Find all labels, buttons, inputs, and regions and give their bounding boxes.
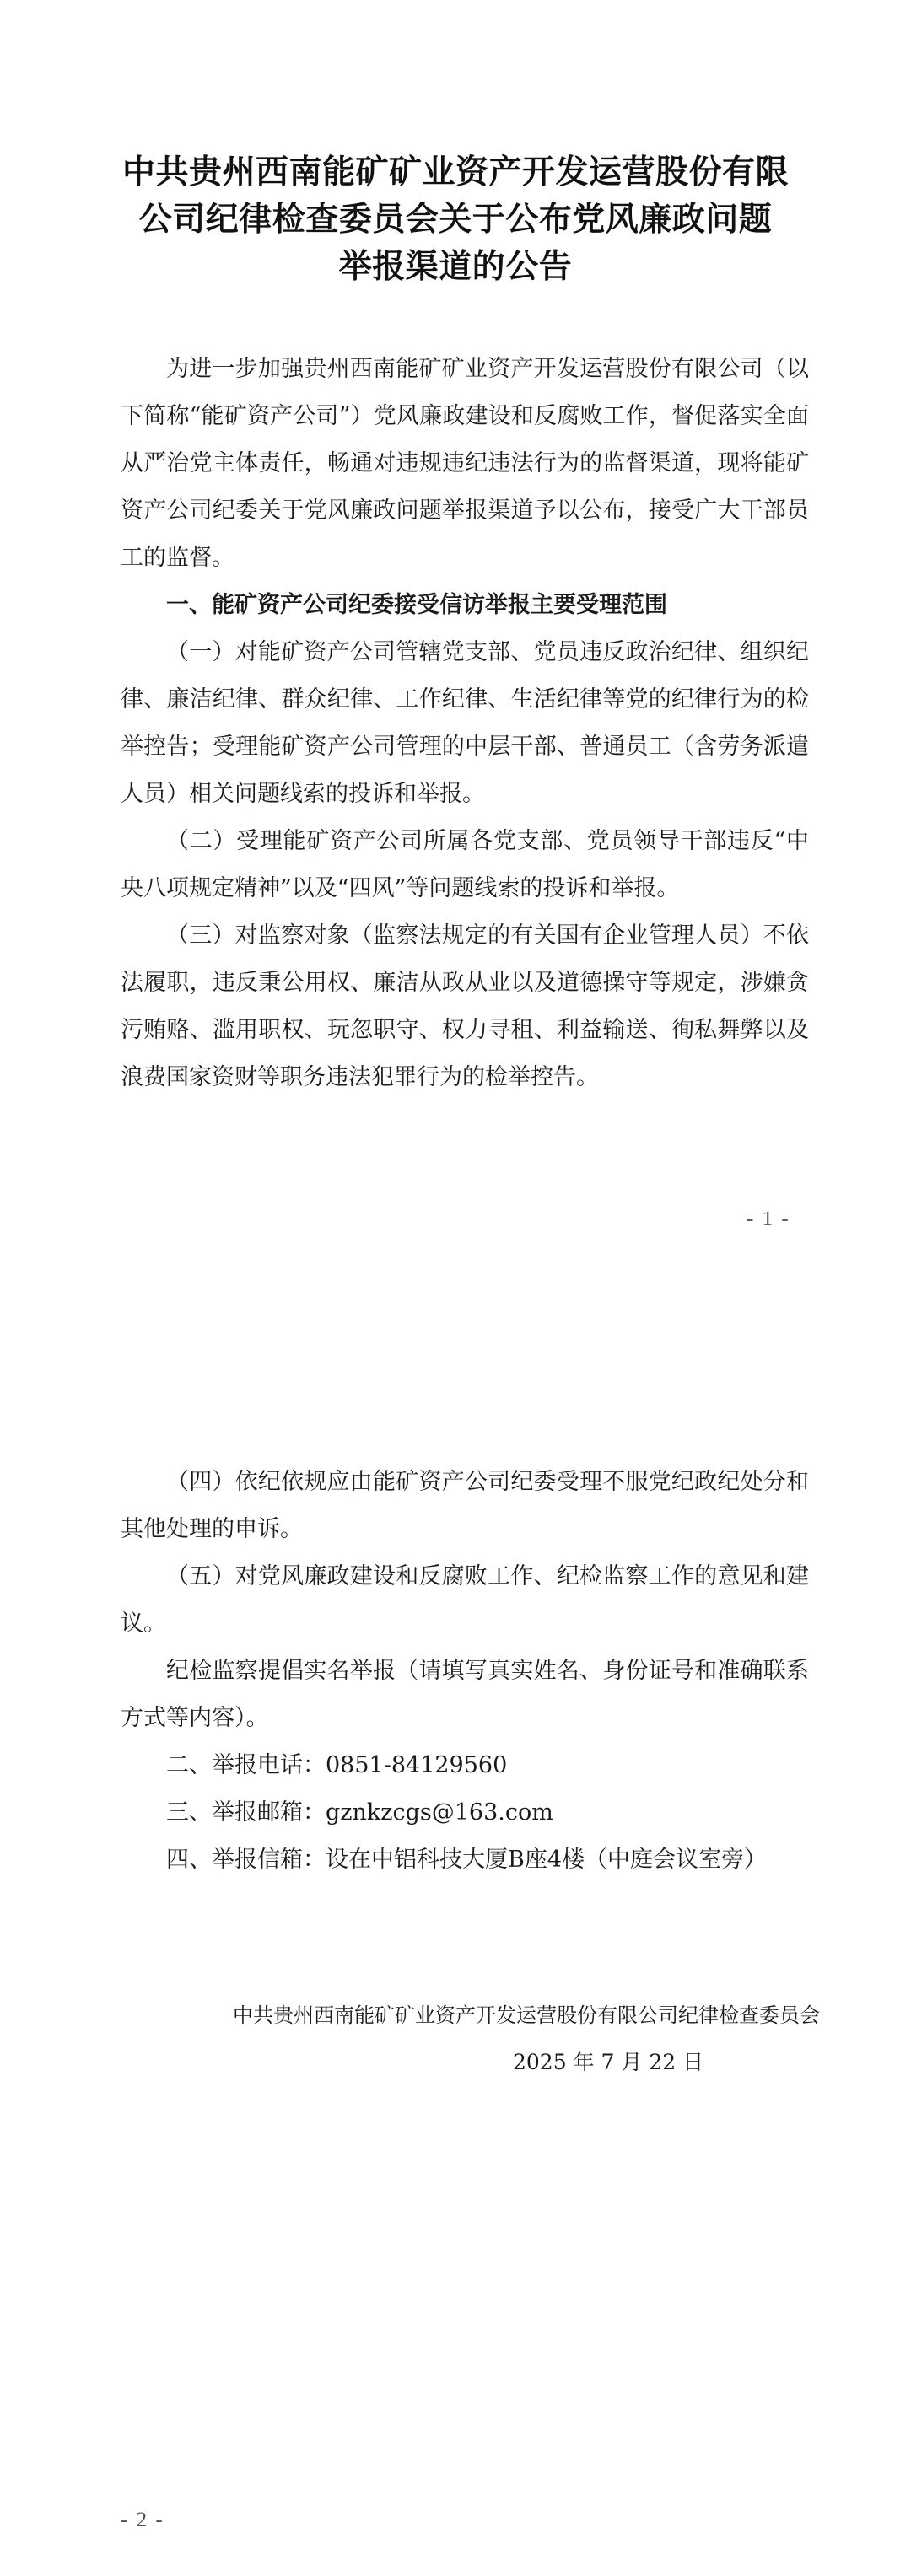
title-line-2: 公司纪律检查委员会关于公布党风廉政问题 (138, 200, 773, 239)
real-name-note: 纪检监察提倡实名举报（请填写真实姓名、身份证号和准确联系方式等内容）。 (121, 1658, 809, 1731)
report-mailbox: 四、举报信箱：设在中铝科技大厦B座4楼（中庭会议室旁） (166, 1847, 768, 1873)
document-page-1 (0, 0, 911, 1282)
title-line-1: 中共贵州西南能矿矿业资产开发运营股份有限 (121, 153, 789, 191)
intro-paragraph: 为进一步加强贵州西南能矿矿业资产开发运营股份有限公司（以下简称“能矿资产公司”）党风廉政建设和反腐败工作，督促落实全面从严治党主体责任，畅通对违规违纪违法行为的监督渠道，现将能矿资产公司纪委关于党风廉政问题举报渠道予以公布，接受广大干部员工的监督。 (121, 356, 809, 571)
document-page-2 (0, 1282, 911, 2576)
item-2-paragraph: （二）受理能矿资产公司所属各党支部、党员领导干部违反“中央八项规定精神”以及“四风”等问题线索的投诉和举报。 (121, 828, 809, 901)
signature-organization: 中共贵州西南能矿矿业资产开发运营股份有限公司纪律检查委员会 (233, 2003, 820, 2027)
item-3-paragraph: （三）对监察对象（监察法规定的有关国有企业管理人员）不依法履职，违反秉公用权、廉洁从政从业以及道德操守等规定，涉嫌贪污贿赂、滥用职权、玩忽职守、权力寻租、利益输送、徇私舞弊以及浪费国家资财等职务违法犯罪行为的检举控告。 (121, 922, 809, 1090)
section-1-heading: 一、能矿资产公司纪委接受信访举报主要受理范围 (166, 592, 667, 618)
report-phone: 二、举报电话：0851-84129560 (166, 1752, 508, 1778)
item-5-paragraph: （五）对党风廉政建设和反腐败工作、纪检监察工作的意见和建议。 (121, 1563, 809, 1637)
signature-date: 2025 年 7 月 22 日 (513, 2050, 704, 2074)
page-number-2: - 2 - (121, 2509, 164, 2531)
report-email: 三、举报邮箱：gznkzcgs@163.com (166, 1799, 553, 1826)
item-1-paragraph: （一）对能矿资产公司管辖党支部、党员违反政治纪律、组织纪律、廉洁纪律、群众纪律、工作纪律、生活纪律等党的纪律行为的检举控告；受理能矿资产公司管理的中层干部、普通员工（含劳务派遣人员）相关问题线索的投诉和举报。 (121, 639, 809, 807)
item-4-paragraph: （四）依纪依规应由能矿资产公司纪委受理不服党纪政纪处分和其他处理的申诉。 (121, 1469, 809, 1542)
page-number-1: - 1 - (747, 1207, 790, 1230)
document-title (101, 148, 810, 290)
title-line-3: 举报渠道的公告 (338, 247, 573, 286)
